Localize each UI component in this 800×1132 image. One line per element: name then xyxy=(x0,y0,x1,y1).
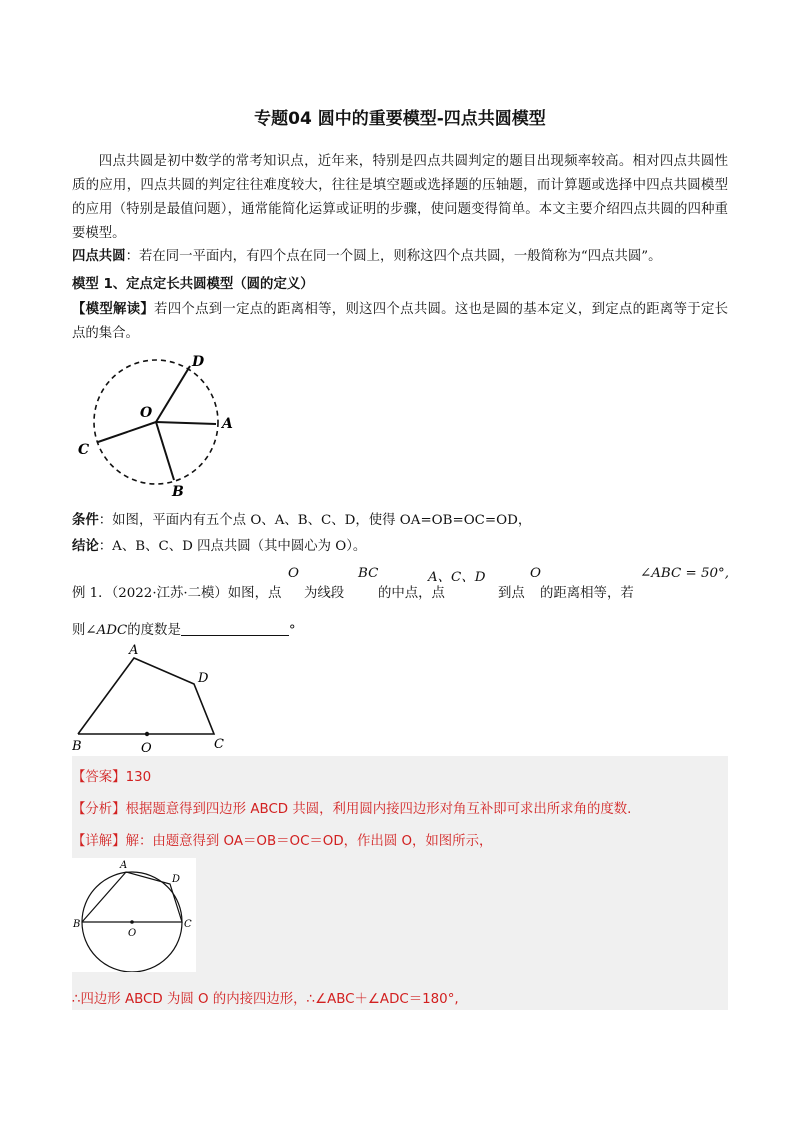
example1-line2-suffix: 的度数是 xyxy=(127,623,181,638)
answer-label: 【答案】 xyxy=(72,770,126,785)
label-A: A xyxy=(129,643,139,658)
analysis-label: 【分析】 xyxy=(72,802,126,817)
label-B: B xyxy=(172,484,184,500)
example1-degree: ° xyxy=(288,623,296,638)
answer-blank xyxy=(181,621,289,636)
answer-figure xyxy=(72,858,196,972)
model1-interpretation xyxy=(72,298,728,346)
radius-OD xyxy=(156,366,190,422)
label-B: B xyxy=(72,739,82,754)
page-title: 专题04 圆中的重要模型-四点共圆模型 xyxy=(254,109,546,129)
label-C: C xyxy=(184,919,192,930)
example1-mid2: 的中点，点 xyxy=(378,586,445,601)
radius-OB xyxy=(156,422,174,480)
example1-figure xyxy=(72,640,242,755)
point-O-dot xyxy=(145,732,149,736)
detail-line xyxy=(72,830,492,849)
center-dot xyxy=(130,920,134,924)
example1-line1 xyxy=(72,566,728,606)
label-D: D xyxy=(172,874,181,885)
answer-conclusion: ∴四边形 ABCD 为圆 O 的内接四边形，∴∠ABC＋∠ADC＝180°, xyxy=(72,992,459,1007)
condition-label: 条件 xyxy=(72,513,99,528)
example1-prefix: 例 1．（2022·江苏·二模）如图，点 xyxy=(72,586,282,601)
detail-text: 解：由题意得到 OA＝OB＝OC＝OD，作出圆 O，如图所示， xyxy=(125,834,493,849)
definition-text: ：若在同一平面内，有四个点在同一个圆上，则称这四个点共圆，一般简称为“四点共圆”。 xyxy=(125,249,662,264)
radius-OA xyxy=(156,422,216,424)
analysis-line xyxy=(72,798,631,817)
example1-angle-ADC: ADC xyxy=(96,623,128,638)
label-A: A xyxy=(222,416,233,432)
quadrilateral-ABCD xyxy=(78,658,214,734)
example1-angle-given: ∠ABC = 50°, xyxy=(640,566,729,581)
example1-points-ACD: A、C、D xyxy=(428,570,486,585)
intro-paragraph: 四点共圆是初中数学的常考知识点，近年来，特别是四点共圆判定的题目出现频率较高。相对四点共圆性质的应用，四点共圆的判定往往难度较大，往往是填空题或选择题的压轴题，而计算题或选择中四点共圆模型的应用（特别是最值问题），通常能简化运算或证明的步骤，使问题变得简单。本文主要介绍四点共圆的四种重要模型。 xyxy=(72,154,728,241)
detail-label: 【详解】 xyxy=(72,834,126,849)
answer-line xyxy=(72,766,151,785)
label-C: C xyxy=(214,737,224,752)
example1-mid1: 为线段 xyxy=(304,586,345,601)
conclusion-text: ：A、B、C、D 四点共圆（其中圆心为 O）。 xyxy=(98,539,367,554)
condition-text: ：如图，平面内有五个点 O、A、B、C、D，使得 OA=OB=OC=OD， xyxy=(98,513,532,528)
example1-mid3: 到点 xyxy=(498,586,525,601)
label-A: A xyxy=(120,860,128,871)
model1-figure xyxy=(72,350,242,500)
example1-line2-prefix: 则∠ xyxy=(72,623,97,638)
conclusion-label: 结论 xyxy=(72,539,99,554)
definition-line xyxy=(72,246,662,268)
label-D: D xyxy=(198,671,209,686)
model1-interp-text: 若四个点到一定点的距离相等，则这四个点共圆。这也是圆的基本定义，到定点的距离等于定长点的集合。 xyxy=(72,302,729,341)
example1-segment-BC: BC xyxy=(358,566,379,581)
analysis-text: 根据题意得到四边形 ABCD 共圆，利用圆内接四边形对角互补即可求出所求角的度数. xyxy=(125,802,632,817)
example1-point-O2: O xyxy=(530,566,541,581)
example1-line2 xyxy=(72,620,296,642)
answer-value: 130 xyxy=(125,770,152,785)
label-C: C xyxy=(78,442,90,458)
definition-label: 四点共圆 xyxy=(72,249,126,264)
label-O: O xyxy=(128,928,137,939)
example1-mid4: 的距离相等，若 xyxy=(540,586,634,601)
label-B: B xyxy=(73,919,81,930)
label-O: O xyxy=(140,405,153,421)
radius-OC xyxy=(98,422,156,442)
model1-heading: 模型 1、定点定长共圆模型（圆的定义） xyxy=(72,277,314,292)
label-O: O xyxy=(141,741,152,755)
example1-point-O: O xyxy=(288,566,299,581)
condition-line xyxy=(72,510,531,532)
model1-interp-label: 【模型解读】 xyxy=(72,302,155,317)
conclusion-line xyxy=(72,536,366,558)
label-D: D xyxy=(192,354,205,370)
